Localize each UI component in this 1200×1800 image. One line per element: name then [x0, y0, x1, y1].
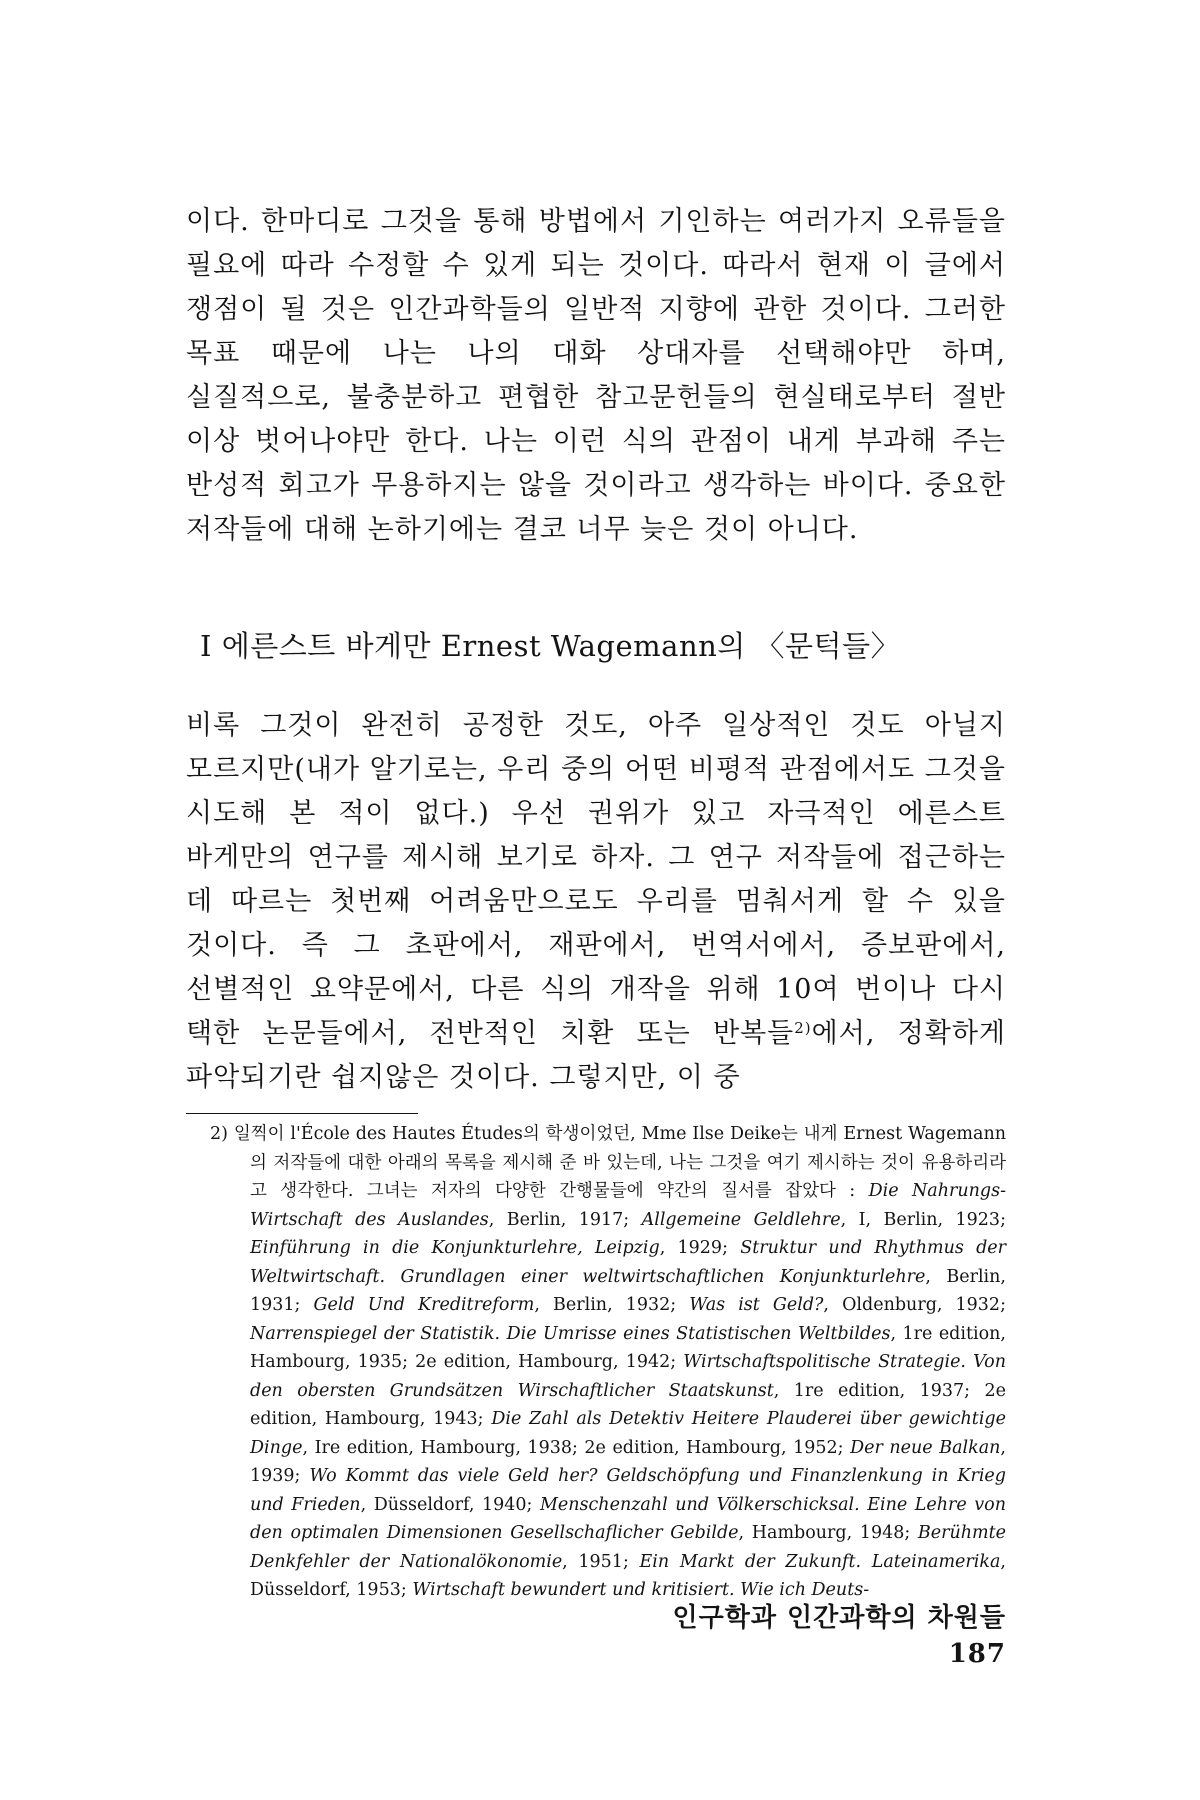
body-paragraph: [186, 704, 1006, 1100]
entry-details: Berlin, 1917: [506, 1209, 624, 1230]
entry-details: 1re edition, Hambourg, 1935; 2e edition, Hambourg, 1942: [250, 1323, 1006, 1372]
section-number: I: [200, 629, 212, 663]
running-title: 인구학과 인간과학의 차원들: [672, 1603, 1006, 1633]
footnote-reference[interactable]: 2): [794, 1019, 812, 1037]
bibliography-entry: Allgemeine Geldlehre, I, Berlin, 1923;: [641, 1209, 1006, 1230]
entry-details: Düsseldorf, 1953: [250, 1580, 401, 1600]
entry-title: Ein Markt der Zukunft. Lateinamerika: [639, 1551, 1001, 1572]
entry-title: Berühmte Denkfehler der Nationalökonomie: [250, 1523, 1006, 1572]
entry-title: Was ist Geld?: [689, 1295, 824, 1315]
entry-details: Hambourg, 1948: [751, 1523, 905, 1543]
entry-title: Geld Und Kreditreform: [313, 1295, 535, 1315]
bibliography-entry: Ein Markt der Zukunft. Lateinamerika, Düsseldorf, 1953;: [250, 1551, 1006, 1600]
entry-details: 1951: [578, 1551, 623, 1572]
entry-title: Menschenzahl und Völkerschicksal. Eine Lehre von den optimalen Dimensionen Gesellschaflicher Gebilde: [250, 1494, 1006, 1543]
entry-title: Die Nahrungs-Wirtschaft des Auslandes: [250, 1181, 1006, 1230]
footnote-intro: 일찍이 l'École des Hautes Études의 학생이었던, Mme Ilse Deike는 내게 Ernest Wagemann의 저작들에 대한 아래의 목록을 제시해 준 바 있는데, 나는 그것을 여기 제시하는 것이 유용하리라고 생각한다. 그녀는 저자의 다양한 간행물들에 약간의 질서를 잡았다 :: [233, 1124, 1006, 1201]
entry-title: Wo Kommt das viele Geld her? Geldschöpfung und Finanzlenkung in Krieg und Frieden: [250, 1466, 1006, 1515]
entry-title: Die Zahl als Detektiv Heitere Plauderei über gewichtige Dinge: [250, 1409, 1006, 1458]
bibliography-entry: Berühmte Denkfehler der Nationalökonomie, 1951;: [250, 1523, 1006, 1572]
bibliography-entry: Was ist Geld?, Oldenburg, 1932;: [689, 1295, 1006, 1315]
section-heading: [200, 626, 1006, 666]
section-title: 에른스트 바게만 Ernest Wagemann의 〈문턱들〉: [221, 629, 901, 663]
page-content: [186, 200, 1006, 1605]
bibliography-entry: Die Zahl als Detektiv Heitere Plauderei über gewichtige Dinge, Ire edition, Hambourg, 1938; 2e edition, Hambourg, 1952;: [250, 1409, 1006, 1458]
entry-title: Einführung in die Konjunkturlehre, Leipzig: [250, 1238, 660, 1258]
entry-title: Der neue Balkan: [850, 1437, 1001, 1458]
running-footer: [620, 1600, 1006, 1672]
entry-details: Düsseldorf, 1940: [373, 1494, 527, 1515]
bibliography-entry: Menschenzahl und Völkerschicksal. Eine Lehre von den optimalen Dimensionen Gesellschaflicher Gebilde, Hambourg, 1948;: [250, 1494, 1006, 1543]
entry-details: Ire edition, Hambourg, 1938; 2e edition, Hambourg, 1952: [314, 1437, 838, 1458]
footnote: [186, 1120, 1006, 1605]
entry-details: Oldenburg, 1932: [842, 1295, 1001, 1315]
bibliography-entry: Wirtschaftspolitische Strategie. Von den obersten Grundsätzen Wirschaftlicher Staatskunst, 1re edition, 1937; 2e edition, Hambourg, 1943;: [250, 1352, 1006, 1429]
footnote-entries: [250, 1181, 1006, 1600]
bibliography-entry: Einführung in die Konjunkturlehre, Leipzig, 1929;: [250, 1238, 741, 1258]
entry-details: Berlin, 1931: [250, 1266, 1006, 1315]
bibliography-entry: Die Nahrungs-Wirtschaft des Auslandes, Berlin, 1917;: [250, 1181, 1006, 1230]
entry-details: 1939: [250, 1466, 295, 1486]
bibliography-entry: Narrenspiegel der Statistik. Die Umrisse eines Statistischen Weltbildes, 1re edition, Hambourg, 1935; 2e edition, Hambourg, 1942;: [250, 1323, 1006, 1372]
entry-title: Struktur und Rhythmus der Weltwirtschaft. Grundlagen einer weltwirtschaftlichen Konjunkturlehre: [250, 1238, 1006, 1287]
bibliography-entry: Struktur und Rhythmus der Weltwirtschaft. Grundlagen einer weltwirtschaftlichen Konjunkturlehre, Berlin, 1931;: [250, 1238, 1006, 1315]
bibliography-entry: Der neue Balkan, 1939;: [250, 1437, 1006, 1486]
footnote-trailing-text: Wirtschaft bewundert und kritisiert. Wie ich Deuts-: [412, 1580, 870, 1600]
body-text: 비록 그것이 완전히 공정한 것도, 아주 일상적인 것도 아닐지 모르지만(내가 알기로는, 우리 중의 어떤 비평적 관점에서도 그것을 시도해 본 적이 없다.) 우선 권위가 있고 자극적인 에른스트 바게만의 연구를 제시해 보기로 하자. 그 연구 저작들에 접근하는 데 따르는 첫번째 어려움만으로도 우리를 멈춰서게 할 수 있을 것이다. 즉 그 초판에서, 재판에서, 번역서에서, 증보판에서, 선별적인 요약문에서, 다른 식의 개작을 위해 10여 번이나 다시 택한 논문들에서, 전반적인 치환 또는 반복들: [186, 710, 1006, 1049]
footnote-divider: [186, 1113, 418, 1114]
entry-title: Wirtschaftspolitische Strategie. Von den obersten Grundsätzen Wirschaftlicher Staatskunst: [250, 1352, 1006, 1401]
page-number: 187: [948, 1639, 1006, 1669]
bibliography-entry: Geld Und Kreditreform, Berlin, 1932;: [313, 1295, 690, 1315]
entry-details: 1re edition, 1937; 2e edition, Hambourg, 1943: [250, 1380, 1006, 1429]
body-text-continued: 에서, 정확하게 파악되기란 쉽지않은 것이다. 그렇지만, 이 중: [186, 1018, 1006, 1093]
bibliography-entry: Wo Kommt das viele Geld her? Geldschöpfung und Finanzlenkung in Krieg und Frieden, Düsseldorf, 1940;: [250, 1466, 1006, 1515]
entry-details: I, Berlin, 1923: [858, 1209, 1001, 1230]
entry-details: 1929: [677, 1238, 723, 1258]
entry-title: Narrenspiegel der Statistik. Die Umrisse eines Statistischen Weltbildes: [250, 1323, 891, 1344]
intro-paragraph: 이다. 한마디로 그것을 통해 방법에서 기인하는 여러가지 오류들을 필요에 따라 수정할 수 있게 되는 것이다. 따라서 현재 이 글에서 쟁점이 될 것은 인간과학들의 일반적 지향에 관한 것이다. 그러한 목표 때문에 나는 나의 대화 상대자를 선택해야만 하며, 실질적으로, 불충분하고 편협한 참고문헌들의 현실태로부터 절반 이상 벗어나야만 한다. 나는 이런 식의 관점이 내게 부과해 주는 반성적 회고가 무용하지는 않을 것이라고 생각하는 바이다. 중요한 저작들에 대해 논하기에는 결코 너무 늦은 것이 아니다.: [186, 206, 1006, 545]
entry-title: Allgemeine Geldlehre: [641, 1209, 841, 1230]
entry-details: Berlin, 1932: [553, 1295, 671, 1315]
footnote-marker: 2): [210, 1124, 228, 1144]
